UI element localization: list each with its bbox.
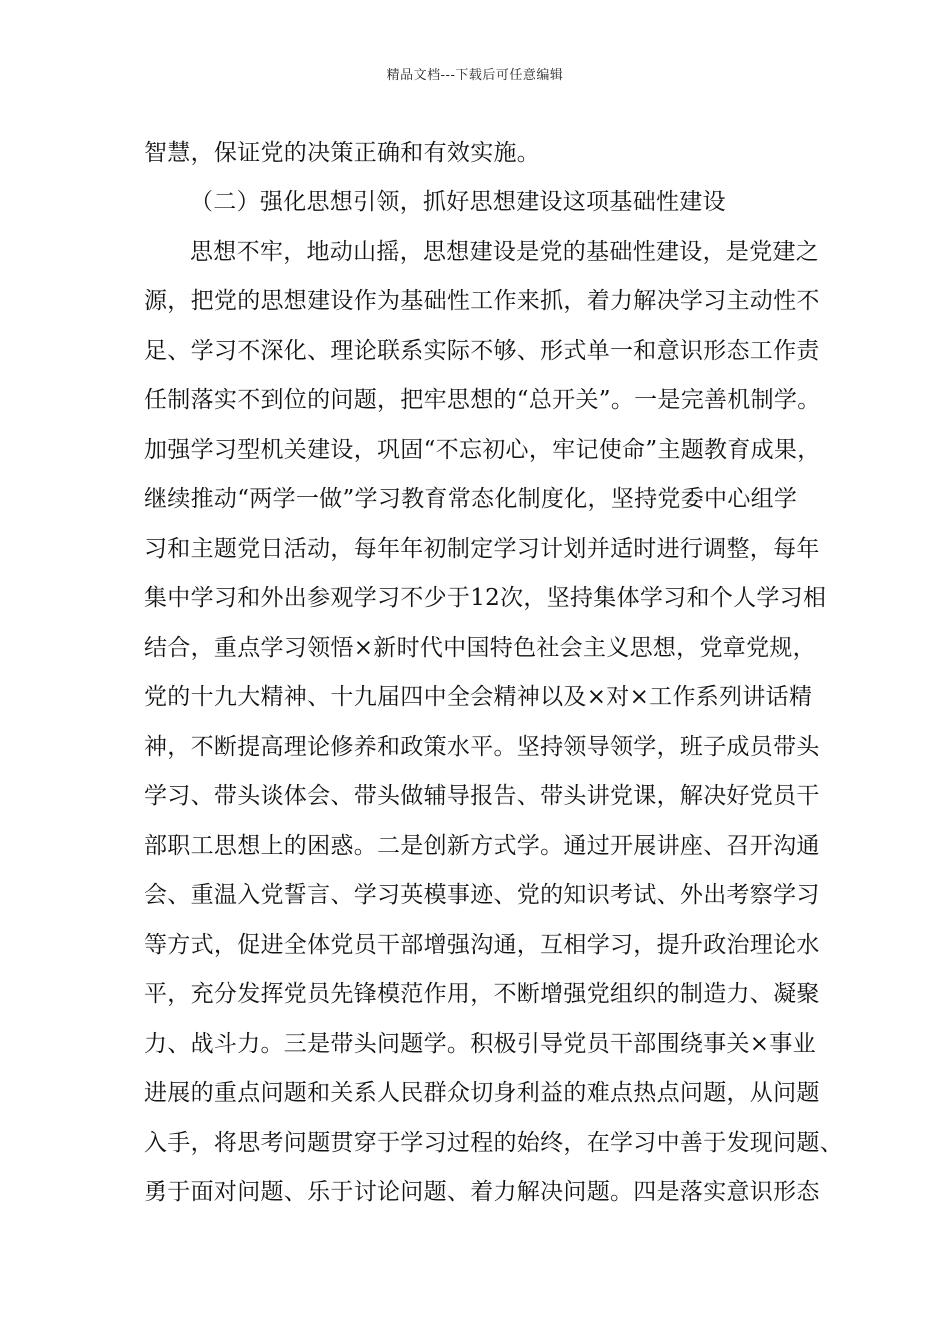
text-line: 会、重温入党誓言、学习英模事迹、党的知识考试、外出考察学习 bbox=[144, 882, 820, 908]
text-line: 集中学习和外出参观学习不少于12次，坚持集体学习和个人学习相 bbox=[144, 585, 827, 611]
page-header: 精品文档---下载后可任意编辑 bbox=[386, 68, 564, 83]
paragraph-first-line: 思想不牢，地动山摇，思想建设是党的基础性建设，是党建之 bbox=[190, 239, 820, 265]
text-line: 力、战斗力。三是带头问题学。积极引导党员干部围绕事关×事业 bbox=[144, 1031, 816, 1057]
text-line: 神，不断提高理论修养和政策水平。坚持领导领学，班子成员带头 bbox=[144, 734, 820, 760]
text-line: 学习、带头谈体会、带头做辅导报告、带头讲党课，解决好党员干 bbox=[144, 783, 820, 809]
text-line: 加强学习型机关建设，巩固“不忘初心，牢记使命”主题教育成果， bbox=[144, 437, 821, 463]
text-line: 继续推动“两学一做”学习教育常态化制度化，坚持党委中心组学 bbox=[144, 486, 798, 512]
text-line: 习和主题党日活动，每年年初制定学习计划并适时进行调整，每年 bbox=[144, 536, 820, 562]
text-line: 足、学习不深化、理论联系实际不够、形式单一和意识形态工作责 bbox=[144, 338, 820, 364]
text-line: 平，充分发挥党员先锋模范作用，不断增强党组织的制造力、凝聚 bbox=[144, 981, 820, 1007]
text-line: 结合，重点学习领悟×新时代中国特色社会主义思想，党章党规， bbox=[144, 635, 816, 661]
text-line: 智慧，保证党的决策正确和有效实施。 bbox=[144, 140, 541, 166]
section-heading: （二）强化思想引领，抓好思想建设这项基础性建设 bbox=[190, 189, 726, 215]
text-line: 进展的重点问题和关系人民群众切身利益的难点热点问题，从问题 bbox=[144, 1080, 820, 1106]
text-line: 源，把党的思想建设作为基础性工作来抓，着力解决学习主动性不 bbox=[144, 288, 820, 314]
text-line: 等方式，促进全体党员干部增强沟通，互相学习，提升政治理论水 bbox=[144, 932, 820, 958]
text-line: 任制落实不到位的问题，把牢思想的“总开关”。一是完善机制学。 bbox=[144, 387, 821, 413]
text-line: 部职工思想上的困惑。二是创新方式学。通过开展讲座、召开沟通 bbox=[144, 833, 820, 859]
text-line: 勇于面对问题、乐于讨论问题、着力解决问题。四是落实意识形态 bbox=[144, 1179, 820, 1205]
text-line: 入手，将思考问题贯穿于学习过程的始终，在学习中善于发现问题、 bbox=[144, 1130, 843, 1156]
text-line: 党的十九大精神、十九届四中全会精神以及×对×工作系列讲话精 bbox=[144, 684, 813, 710]
